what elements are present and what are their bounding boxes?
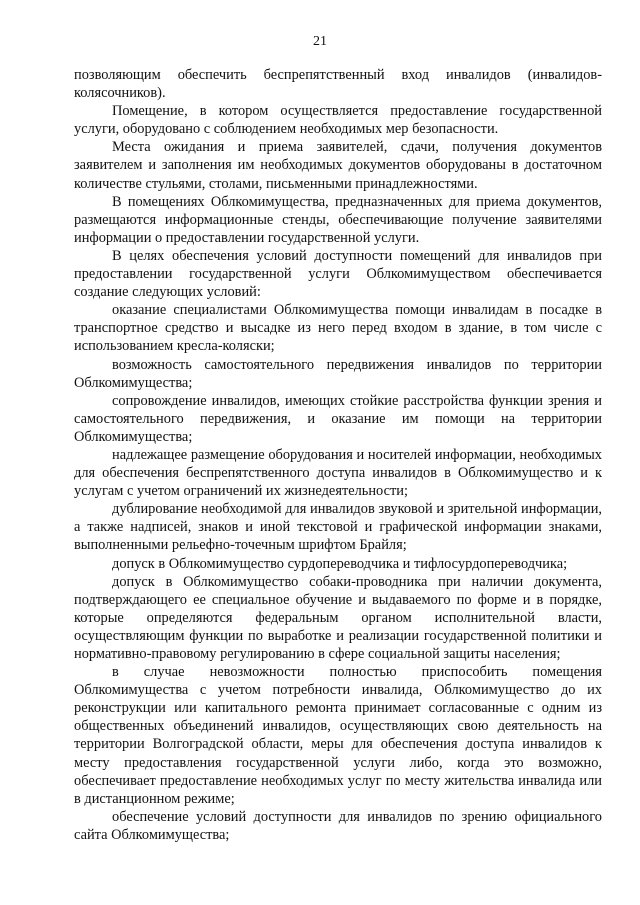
list-item: обеспечение условий доступности для инвалидов по зрению официального сайта Облкомимущества; [74,808,602,843]
document-body [74,66,602,844]
list-item: допуск в Облкомимущество собаки-проводника при наличии документа, подтверждающего ее специальное обучение и выдаваемого по форме и в порядке, которые определяются федеральным органом исполнительной власти, осуществляющим функции по выработке и реализации государственной политики и нормативно-правовому регулированию в сфере социальной защиты населения; [74,573,602,662]
page-number: 21 [313,34,327,49]
paragraph: позволяющим обеспечить беспрепятственный вход инвалидов (инвалидов-колясочников). [74,67,602,102]
paragraph: Места ожидания и приема заявителей, сдачи, получения документов заявителем и заполнения им необходимых документов оборудованы в достаточном количестве стульями, столами, письменными принадлежностями. [74,139,602,192]
list-item: в случае невозможности полностью приспособить помещения Облкомимущества с учетом потребности инвалида, Облкомимущество до их реконструкции или капитального ремонта принимает согласованные с одним из общественных объединений инвалидов, осуществляющих свою деятельность на территории Волгоградской области, меры для обеспечения доступа инвалидов к месту предоставления государственной услуги либо, когда это возможно, обеспечивает предоставление необходимых услуг по месту жительства инвалида или в дистанционном режиме; [74,664,602,807]
list-item: сопровождение инвалидов, имеющих стойкие расстройства функции зрения и самостоятельного передвижения, и оказание им помощи на территории Облкомимущества; [74,392,602,445]
list-item: оказание специалистами Облкомимущества помощи инвалидам в посадке в транспортное средство и высадке из него перед входом в здание, в том числе с использованием кресла-коляски; [74,302,602,355]
list-item: дублирование необходимой для инвалидов звуковой и зрительной информации, а также надписей, знаков и иной текстовой и графической информации знаками, выполненными рельефно-точечным шрифтом Брайля; [74,501,602,554]
paragraph: В целях обеспечения условий доступности помещений для инвалидов при предоставлении государственной услуги Облкомимуществом обеспечивается создание следующих условий: [74,247,602,301]
paragraph: В помещениях Облкомимущества, предназначенных для приема документов, размещаются информационные стенды, обеспечивающие получение заявителями информации о предоставлении государственной услуги. [74,193,602,246]
paragraph: Помещение, в котором осуществляется предоставление государственной услуги, оборудовано с соблюдением необходимых мер безопасности. [74,103,602,138]
list-item: надлежащее размещение оборудования и носителей информации, необходимых для обеспечения беспрепятственного доступа инвалидов в Облкомимущество и к услугам с учетом ограничений их жизнедеятельности; [74,446,602,500]
list-item: возможность самостоятельного передвижения инвалидов по территории Облкомимущества; [74,356,602,391]
list-item: допуск в Облкомимущество сурдопереводчика и тифлосурдопереводчика; [112,555,568,572]
